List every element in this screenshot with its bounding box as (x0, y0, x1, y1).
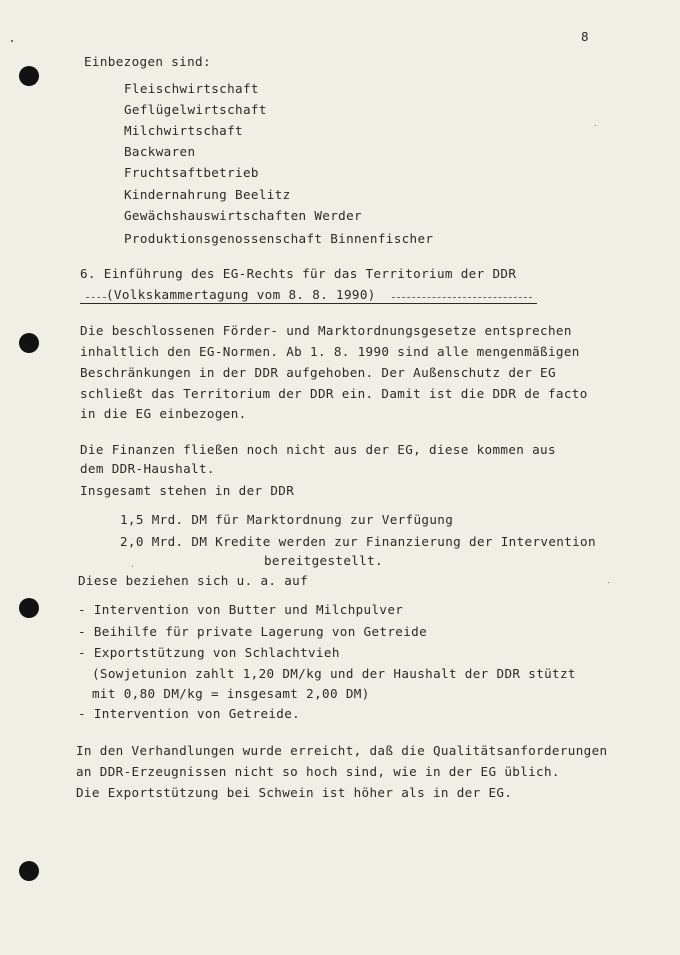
section-heading: 6. Einführung des EG-Rechts für das Territorium der DDR (80, 266, 517, 281)
list-item: Geflügelwirtschaft (124, 102, 267, 117)
list-item: Gewächshauswirtschaften Werder (124, 208, 362, 223)
speck (132, 566, 133, 567)
list-item: Milchwirtschaft (124, 123, 243, 138)
list-item: Backwaren (124, 144, 196, 159)
measure-note: (Sowjetunion zahlt 1,20 DM/kg und der Haushalt der DDR stützt (92, 666, 576, 681)
measure-item: - Intervention von Getreide. (78, 706, 301, 721)
funds-line: 2,0 Mrd. DM Kredite werden zur Finanzierung der Intervention (120, 534, 596, 549)
paragraph-line: Die beschlossenen Förder- und Marktordnungsgesetze entsprechen (80, 323, 572, 338)
measure-item: - Beihilfe für private Lagerung von Getreide (78, 624, 428, 639)
intro-line: Einbezogen sind: (84, 54, 211, 69)
paragraph-line: Insgesamt stehen in der DDR (80, 483, 295, 498)
paragraph-line: Beschränkungen in der DDR aufgehoben. Der Außenschutz der EG (80, 365, 556, 380)
page-number: 8 (581, 29, 589, 44)
paragraph-line: dem DDR-Haushalt. (80, 461, 215, 476)
dashed-leader (86, 297, 106, 298)
measure-note: mit 0,80 DM/kg = insgesamt 2,00 DM) (92, 686, 370, 701)
paragraph-line: Die Exportstützung bei Schwein ist höher als in der EG. (76, 785, 513, 800)
speck (11, 40, 13, 42)
measure-item: - Exportstützung von Schlachtvieh (78, 645, 340, 660)
paragraph-line: in die EG einbezogen. (80, 406, 247, 421)
speck (595, 125, 596, 126)
speck (608, 582, 609, 583)
dashed-leader (392, 297, 532, 298)
punch-hole (19, 598, 39, 618)
punch-hole (19, 66, 39, 86)
paragraph-line: In den Verhandlungen wurde erreicht, daß die Qualitätsanforderungen (76, 743, 608, 758)
funds-line: 1,5 Mrd. DM für Marktordnung zur Verfügung (120, 512, 454, 527)
paragraph-line: Diese beziehen sich u. a. auf (78, 573, 309, 588)
punch-hole (19, 861, 39, 881)
section-subheading: (Volkskammertagung vom 8. 8. 1990) (106, 287, 376, 302)
heading-underline (80, 303, 537, 304)
paragraph-line: schließt das Territorium der DDR ein. Damit ist die DDR de facto (80, 386, 588, 401)
list-item: Fruchtsaftbetrieb (124, 165, 259, 180)
list-item: Fleischwirtschaft (124, 81, 259, 96)
paragraph-line: Die Finanzen fließen noch nicht aus der EG, diese kommen aus (80, 442, 556, 457)
measure-item: - Intervention von Butter und Milchpulver (78, 602, 404, 617)
paragraph-line: an DDR-Erzeugnissen nicht so hoch sind, wie in der EG üblich. (76, 764, 560, 779)
paragraph-line: inhaltlich den EG-Normen. Ab 1. 8. 1990 sind alle mengenmäßigen (80, 344, 580, 359)
punch-hole (19, 333, 39, 353)
funds-line: bereitgestellt. (264, 553, 383, 568)
list-item: Kindernahrung Beelitz (124, 187, 291, 202)
list-item: Produktionsgenossenschaft Binnenfischer (124, 231, 434, 246)
